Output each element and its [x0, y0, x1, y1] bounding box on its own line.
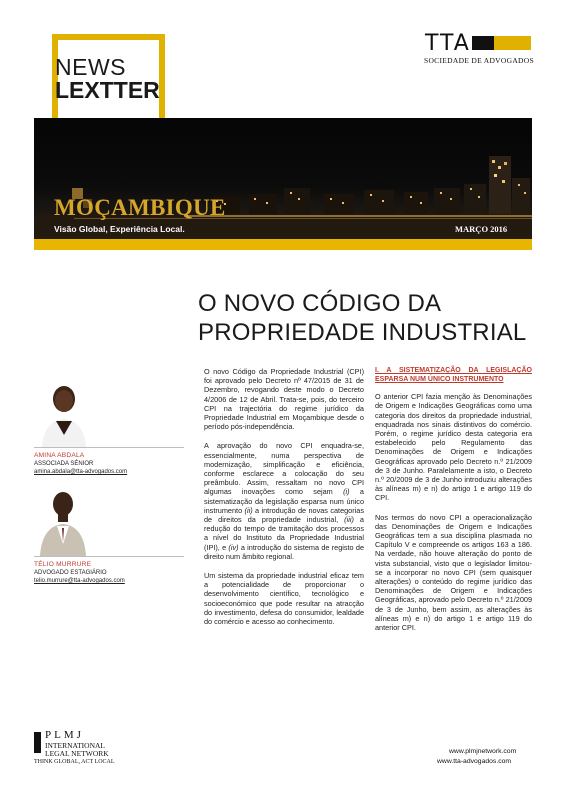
plmj-logo-line1: INTERNATIONAL [45, 741, 105, 750]
paragraph: O anterior CPI fazia menção às Denominações de Origem e Indicações Geográficas como uma categoria dos direitos da propriedade industrial, enquadrada nos sinais distintivos do comércio. Porém, o regime jurídico desta categoria era estabelecido pelo Regulamento das Denominações de Origem e Indicações Geográficas aprovado pelo Decreto n.º 21/2009 de 3 de Junho. Paralelamente a isto, o Decreto n.º 20/2009 de 3 de Junho introduziu alterações às alíneas m) e n) do artigo 1 e artigo 119 do CPI. [375, 392, 532, 503]
plmj-logo-name: PLMJ [45, 729, 84, 741]
text-run: A aprovação do novo CPI enquadra-se, essencialmente, numa perspectiva de modernização, simplificação e eficiência, conforme esclarece a colocação do seu preâmbulo. Assim, ressaltam no novo CPI algumas inovações como sejam [204, 441, 364, 497]
plmj-logo-line2: LEGAL NETWORK [45, 749, 109, 758]
author-photo-amina [34, 377, 92, 447]
list-marker: (ii) [244, 505, 253, 515]
paragraph: Nos termos do novo CPI a operacionalização das Denominações de Origem e Indicações Geográficas tem a sua disciplina plasmada no Capítulo V e compreende os artigos 163 a 186. Na verdade, não houve alteração do ponto de vista substancial, visto que o legislador limitou-se a incorporar no novo CPI (sem quaisquer alterações) o conteúdo do regime jurídico das Denominações de Origem e Indicações Geográficas, aprovado pelo Decreto n.º 21/2009 de 3 de Junho, bem assim, as alterações às alíneas m) e n) do artigo 1 e artigo 119 do anterior CPI. [375, 512, 532, 633]
city-skyline-illustration [34, 118, 532, 240]
list-marker: (iv) [228, 542, 239, 552]
author-name: AMINA ABDALA [34, 452, 85, 459]
masthead-news: NEWS [55, 54, 126, 80]
paragraph [204, 441, 364, 561]
banner-gold-bar [34, 239, 532, 250]
list-marker: (iii) [344, 515, 354, 525]
footer-link-plmj[interactable]: www.plmjnetwork.com [449, 748, 517, 755]
author-role: ADVOGADO ESTAGIÁRIO [34, 570, 107, 576]
text-run: a introdução do sistema de registo de direito num âmbito regional. [204, 542, 365, 561]
banner-subtitle: Visão Global, Experiência Local. [54, 224, 185, 234]
footer-link-tta[interactable]: www.tta-advogados.com [437, 758, 512, 765]
paragraph: Um sistema da propriedade industrial eficaz tem a potencialidade de proporcionar o desenvolvimento científico, tecnológico e socioeconómico que pode resultar na atracção do investimento, defesa do consumidor, lealdade do comércio e acesso ao conhecimento. [204, 571, 364, 627]
tta-logo-subtitle: SOCIEDADE DE ADVOGADOS [424, 56, 534, 65]
banner-title: MOÇAMBIQUE [54, 195, 226, 220]
tta-logo-gold-block [494, 36, 531, 50]
author-email-link[interactable]: telio.murrure@tta-advogados.com [34, 578, 125, 584]
tta-logo-letters: TTA [425, 31, 471, 56]
masthead-lettter: LEXTTER [55, 77, 160, 103]
plmj-logo-bar [34, 732, 41, 753]
author-role: ASSOCIADA SÉNIOR [34, 461, 94, 467]
paragraph: O novo Código da Propriedade Industrial (CPI) foi aprovado pelo Decreto nº 47/2015 de 31 de Dezembro, revogando deste modo o Decreto 4/2006 de 12 de Abril. Trata-se, pois, do terceiro CPI na trajectória do regime jurídico da Propriedade Industrial em Moçambique desde o período pós-independência. [204, 367, 364, 432]
author-name: TÉLIO MURRURE [34, 561, 92, 568]
author-divider [34, 447, 184, 448]
author-divider [34, 556, 184, 557]
text-run: a introdução de novas categorias de direitos da propriedade industrial, [204, 505, 365, 525]
article-column-left [204, 367, 364, 636]
issue-date: MARÇO 2016 [455, 224, 508, 234]
author-photo-telio [34, 486, 92, 556]
plmj-tagline: THINK GLOBAL, ACT LOCAL [34, 759, 115, 765]
text-run: a redução do tempo de tramitação dos processos a nível do Instituto da Propriedade Industrial (IPI), e [204, 515, 364, 552]
text-run: a sistematização da legislação esparsa num único instrumento [204, 487, 364, 515]
section-heading: I. A SISTEMATIZAÇÃO DA LEGISLAÇÃO ESPARSA NUM ÚNICO INSTRUMENTO [375, 367, 532, 383]
article-column-right [375, 367, 532, 642]
article-title: O NOVO CÓDIGO DA PROPRIEDADE INDUSTRIAL [198, 290, 527, 346]
tta-logo-black-block [472, 36, 494, 50]
author-email-link[interactable]: amina.abdala@tta-advogados.com [34, 469, 128, 475]
city-night-banner [34, 118, 532, 240]
list-marker: (i) [343, 487, 350, 497]
masthead-gold-frame-right [159, 34, 165, 118]
